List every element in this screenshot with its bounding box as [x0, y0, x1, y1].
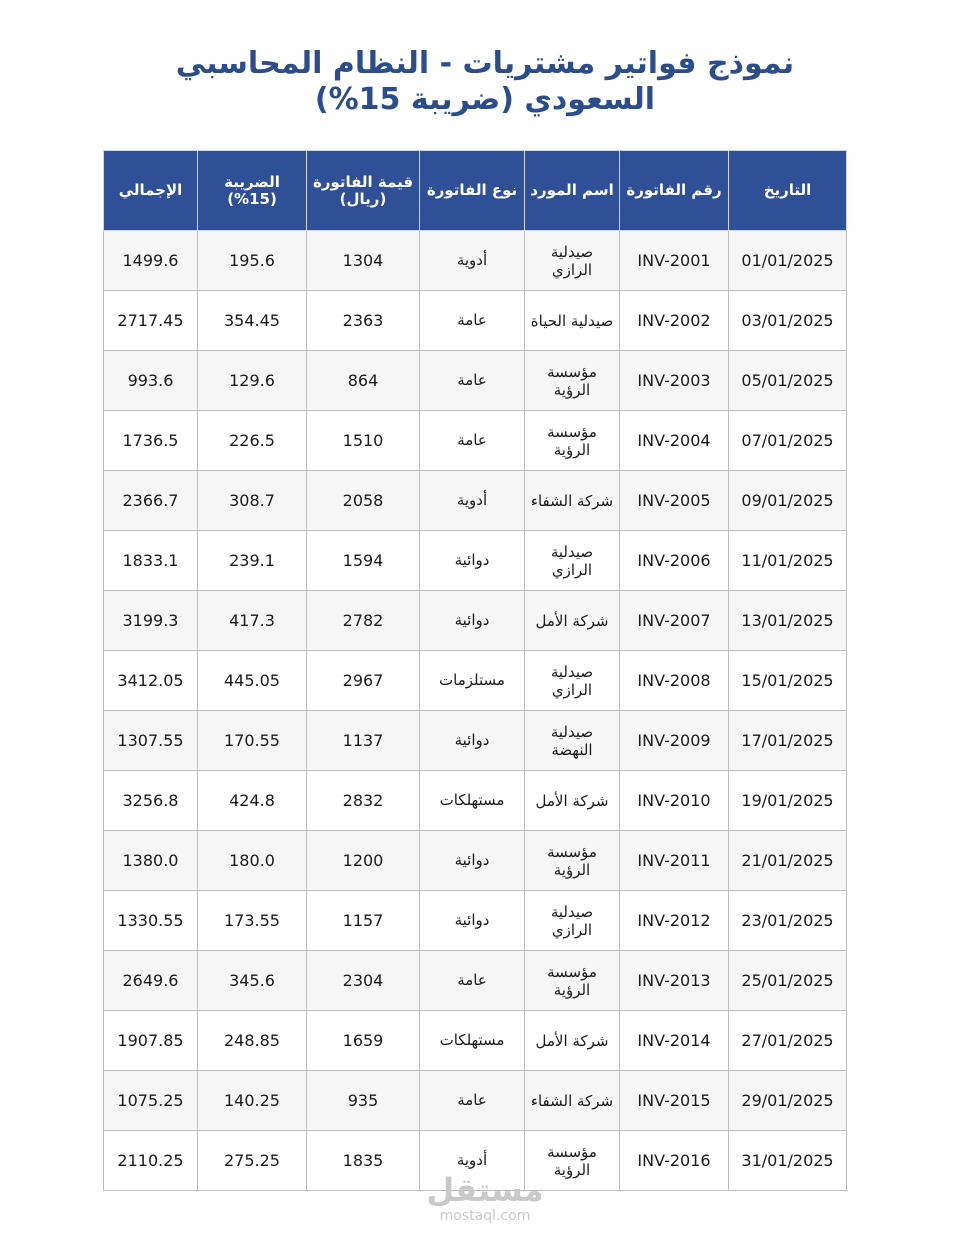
- table-row: [104, 411, 847, 471]
- cell-invoice-number: INV-2014: [620, 1011, 729, 1071]
- cell-supplier-name: مؤسسة الرؤية: [525, 351, 620, 411]
- table-row: [104, 231, 847, 291]
- table-row: [104, 891, 847, 951]
- cell-supplier-name: شركة الشفاء: [525, 1071, 620, 1131]
- cell-tax: 173.55: [198, 891, 307, 951]
- cell-tax: 445.05: [198, 651, 307, 711]
- cell-supplier-name: شركة الأمل: [525, 771, 620, 831]
- cell-date: 01/01/2025: [729, 231, 847, 291]
- cell-invoice-number: INV-2010: [620, 771, 729, 831]
- table-row: [104, 711, 847, 771]
- cell-invoice-number: INV-2013: [620, 951, 729, 1011]
- page-title: نموذج فواتير مشتريات - النظام المحاسبي السعودي (ضريبة 15%): [175, 46, 795, 117]
- cell-invoice-value: 1594: [307, 531, 420, 591]
- cell-supplier-name: صيدلية الحياة: [525, 291, 620, 351]
- cell-date: 19/01/2025: [729, 771, 847, 831]
- table-row: [104, 951, 847, 1011]
- cell-invoice-type: أدوية: [420, 231, 525, 291]
- cell-invoice-number: INV-2009: [620, 711, 729, 771]
- cell-total: 1307.55: [104, 711, 198, 771]
- cell-invoice-type: عامة: [420, 411, 525, 471]
- cell-invoice-type: أدوية: [420, 1131, 525, 1191]
- cell-supplier-name: شركة الشفاء: [525, 471, 620, 531]
- cell-invoice-value: 2832: [307, 771, 420, 831]
- cell-invoice-value: 864: [307, 351, 420, 411]
- table-row: [104, 531, 847, 591]
- cell-invoice-value: 1304: [307, 231, 420, 291]
- cell-invoice-type: دوائية: [420, 711, 525, 771]
- cell-invoice-value: 1137: [307, 711, 420, 771]
- cell-invoice-value: 2782: [307, 591, 420, 651]
- cell-invoice-type: دوائية: [420, 831, 525, 891]
- cell-invoice-type: دوائية: [420, 531, 525, 591]
- header-tax: الضريبة (15%): [198, 151, 307, 231]
- header-date: التاريخ: [729, 151, 847, 231]
- cell-date: 03/01/2025: [729, 291, 847, 351]
- cell-invoice-number: INV-2007: [620, 591, 729, 651]
- cell-date: 09/01/2025: [729, 471, 847, 531]
- cell-total: 3199.3: [104, 591, 198, 651]
- cell-invoice-value: 2304: [307, 951, 420, 1011]
- cell-invoice-value: 1510: [307, 411, 420, 471]
- header-invoice-value: قيمة الفاتورة (ريال): [307, 151, 420, 231]
- cell-total: 1075.25: [104, 1071, 198, 1131]
- cell-invoice-value: 2967: [307, 651, 420, 711]
- table-body: [104, 231, 847, 1191]
- cell-invoice-type: عامة: [420, 1071, 525, 1131]
- cell-total: 2649.6: [104, 951, 198, 1011]
- cell-supplier-name: مؤسسة الرؤية: [525, 1131, 620, 1191]
- watermark-logo: مستقل: [426, 1171, 544, 1209]
- cell-invoice-number: INV-2006: [620, 531, 729, 591]
- header-invoice-type: نوع الفاتورة: [420, 151, 525, 231]
- table-row: [104, 1131, 847, 1191]
- cell-invoice-type: مستلزمات: [420, 651, 525, 711]
- cell-invoice-value: 2058: [307, 471, 420, 531]
- table-row: [104, 831, 847, 891]
- cell-invoice-value: 1157: [307, 891, 420, 951]
- cell-total: 2366.7: [104, 471, 198, 531]
- cell-total: 1736.5: [104, 411, 198, 471]
- cell-invoice-type: دوائية: [420, 591, 525, 651]
- header-supplier-name: اسم المورد: [525, 151, 620, 231]
- cell-invoice-type: عامة: [420, 291, 525, 351]
- cell-date: 21/01/2025: [729, 831, 847, 891]
- cell-tax: 239.1: [198, 531, 307, 591]
- cell-total: 1907.85: [104, 1011, 198, 1071]
- cell-tax: 140.25: [198, 1071, 307, 1131]
- table-row: [104, 291, 847, 351]
- cell-tax: 129.6: [198, 351, 307, 411]
- cell-date: 05/01/2025: [729, 351, 847, 411]
- cell-invoice-type: مستهلكات: [420, 771, 525, 831]
- cell-invoice-type: مستهلكات: [420, 1011, 525, 1071]
- cell-date: 11/01/2025: [729, 531, 847, 591]
- cell-tax: 195.6: [198, 231, 307, 291]
- cell-invoice-value: 1200: [307, 831, 420, 891]
- cell-supplier-name: شركة الأمل: [525, 591, 620, 651]
- cell-supplier-name: صيدلية الرازي: [525, 531, 620, 591]
- table-row: [104, 1071, 847, 1131]
- cell-date: 07/01/2025: [729, 411, 847, 471]
- cell-total: 2717.45: [104, 291, 198, 351]
- invoice-table: [103, 150, 847, 1191]
- cell-total: 3412.05: [104, 651, 198, 711]
- cell-total: 1330.55: [104, 891, 198, 951]
- cell-tax: 345.6: [198, 951, 307, 1011]
- table-row: [104, 591, 847, 651]
- table-row: [104, 351, 847, 411]
- cell-date: 17/01/2025: [729, 711, 847, 771]
- cell-supplier-name: صيدلية الرازي: [525, 891, 620, 951]
- cell-supplier-name: صيدلية الرازي: [525, 651, 620, 711]
- cell-supplier-name: شركة الأمل: [525, 1011, 620, 1071]
- table-row: [104, 471, 847, 531]
- cell-date: 23/01/2025: [729, 891, 847, 951]
- cell-date: 27/01/2025: [729, 1011, 847, 1071]
- cell-supplier-name: صيدلية النهضة: [525, 711, 620, 771]
- cell-date: 31/01/2025: [729, 1131, 847, 1191]
- cell-tax: 417.3: [198, 591, 307, 651]
- table-row: [104, 651, 847, 711]
- cell-total: 1833.1: [104, 531, 198, 591]
- cell-invoice-number: INV-2001: [620, 231, 729, 291]
- cell-invoice-number: INV-2015: [620, 1071, 729, 1131]
- table-row: [104, 1011, 847, 1071]
- cell-tax: 424.8: [198, 771, 307, 831]
- cell-total: 1499.6: [104, 231, 198, 291]
- cell-invoice-number: INV-2011: [620, 831, 729, 891]
- watermark-url: mostaql.com: [439, 1208, 531, 1224]
- cell-tax: 226.5: [198, 411, 307, 471]
- cell-invoice-number: INV-2003: [620, 351, 729, 411]
- cell-invoice-value: 935: [307, 1071, 420, 1131]
- cell-invoice-value: 2363: [307, 291, 420, 351]
- cell-tax: 308.7: [198, 471, 307, 531]
- cell-supplier-name: صيدلية الرازي: [525, 231, 620, 291]
- cell-total: 3256.8: [104, 771, 198, 831]
- cell-tax: 275.25: [198, 1131, 307, 1191]
- cell-supplier-name: مؤسسة الرؤية: [525, 951, 620, 1011]
- cell-date: 25/01/2025: [729, 951, 847, 1011]
- cell-invoice-number: INV-2005: [620, 471, 729, 531]
- cell-date: 13/01/2025: [729, 591, 847, 651]
- cell-tax: 248.85: [198, 1011, 307, 1071]
- cell-invoice-number: INV-2012: [620, 891, 729, 951]
- cell-invoice-value: 1659: [307, 1011, 420, 1071]
- header-invoice-number: رقم الفاتورة: [620, 151, 729, 231]
- cell-supplier-name: مؤسسة الرؤية: [525, 831, 620, 891]
- cell-total: 1380.0: [104, 831, 198, 891]
- cell-invoice-type: أدوية: [420, 471, 525, 531]
- cell-invoice-number: INV-2004: [620, 411, 729, 471]
- cell-tax: 170.55: [198, 711, 307, 771]
- cell-invoice-number: INV-2002: [620, 291, 729, 351]
- cell-date: 29/01/2025: [729, 1071, 847, 1131]
- cell-invoice-value: 1835: [307, 1131, 420, 1191]
- cell-tax: 354.45: [198, 291, 307, 351]
- cell-invoice-number: INV-2008: [620, 651, 729, 711]
- cell-invoice-number: INV-2016: [620, 1131, 729, 1191]
- table-row: [104, 771, 847, 831]
- cell-total: 993.6: [104, 351, 198, 411]
- cell-total: 2110.25: [104, 1131, 198, 1191]
- cell-tax: 180.0: [198, 831, 307, 891]
- header-total: الإجمالي: [104, 151, 198, 231]
- cell-invoice-type: دوائية: [420, 891, 525, 951]
- cell-invoice-type: عامة: [420, 351, 525, 411]
- cell-supplier-name: مؤسسة الرؤية: [525, 411, 620, 471]
- cell-date: 15/01/2025: [729, 651, 847, 711]
- cell-invoice-type: عامة: [420, 951, 525, 1011]
- table-header-row: [104, 151, 847, 231]
